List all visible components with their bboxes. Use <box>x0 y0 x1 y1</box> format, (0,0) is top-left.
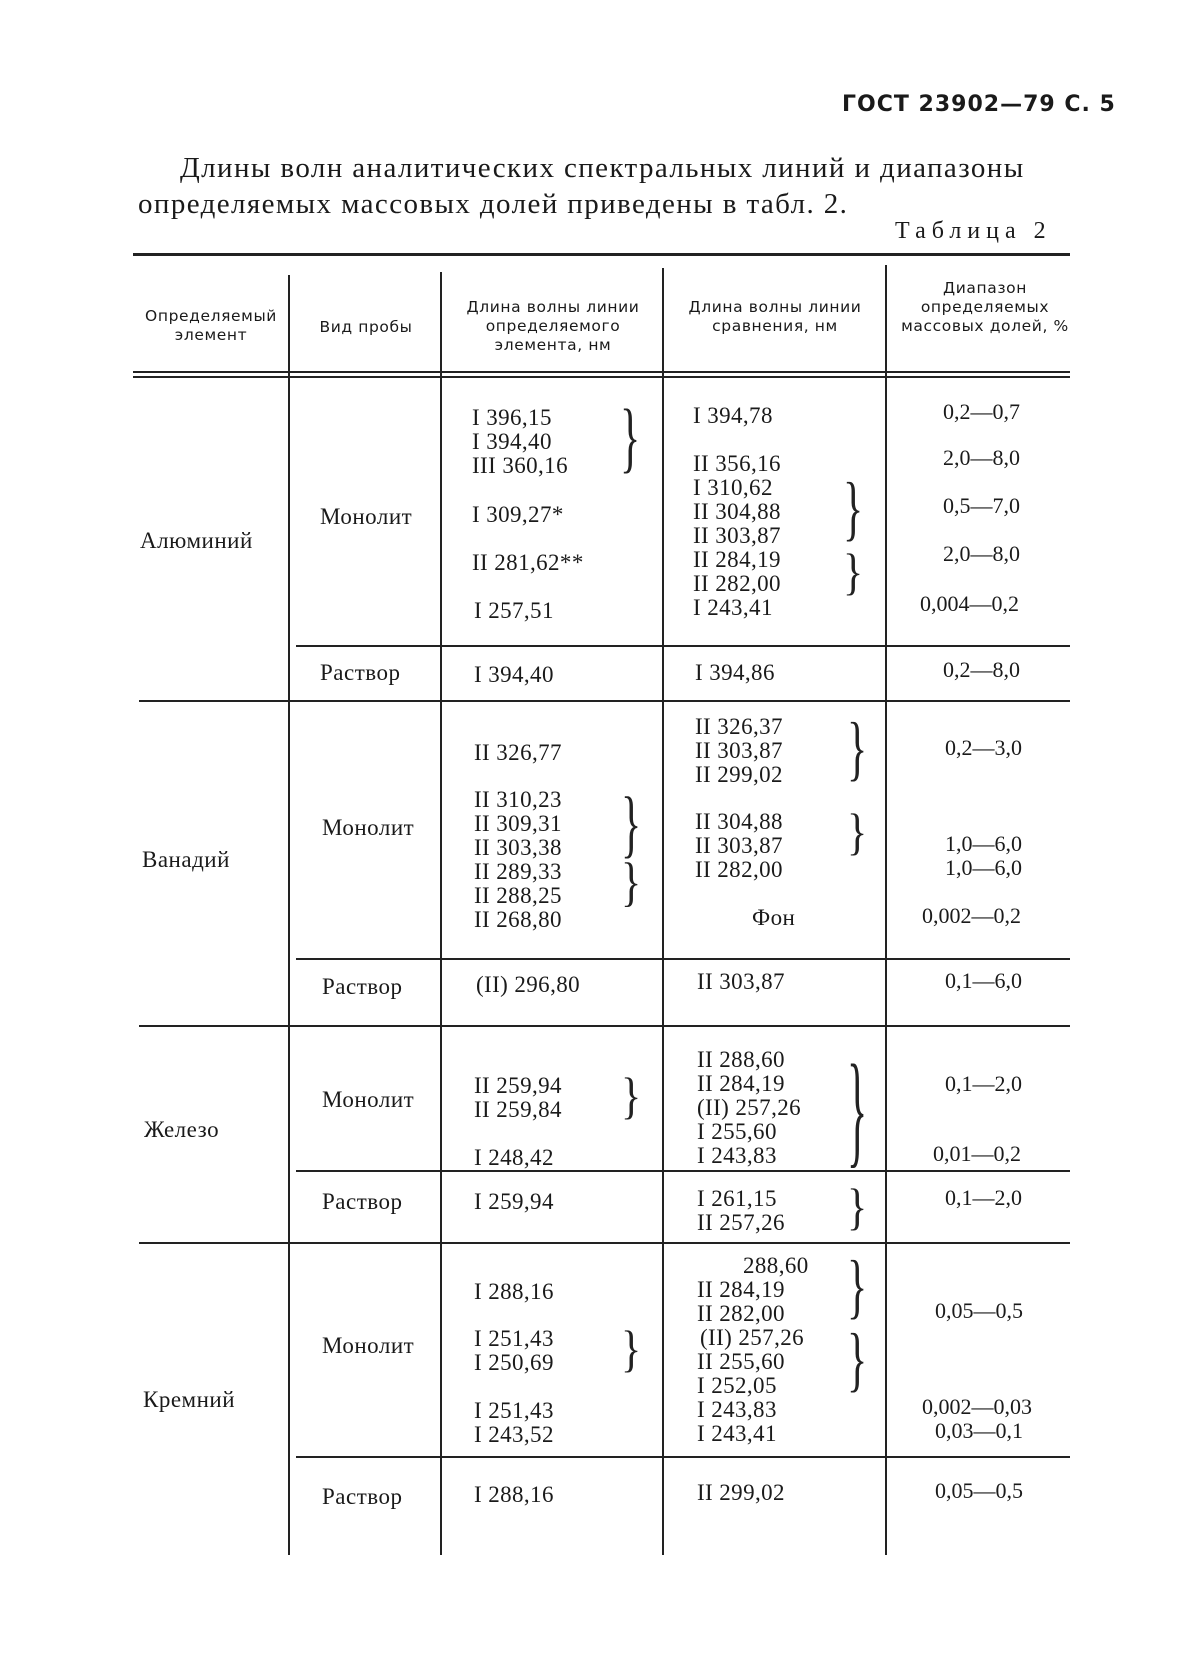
col-header-element: Определяемый элемент <box>145 307 277 344</box>
comparison-line: I 394,86 <box>695 660 775 685</box>
sample-type: Монолит <box>322 1333 415 1358</box>
column-divider-3 <box>662 268 664 1555</box>
analytical-line: I 251,43 <box>474 1398 554 1423</box>
analytical-line: I 250,69 <box>474 1350 554 1375</box>
comparison-line: II 326,37 <box>695 714 783 739</box>
col-header-sample-type: Вид пробы <box>319 318 413 336</box>
range-value: 0,2—8,0 <box>943 657 1020 682</box>
range-value: 2,0—8,0 <box>943 541 1020 566</box>
comparison-line: II 356,16 <box>693 451 781 476</box>
row-rule <box>296 645 1070 647</box>
analytical-line: I 309,27* <box>472 502 564 527</box>
element-name: Железо <box>144 1117 220 1142</box>
intro-text-line-1: Длины волн аналитических спектральных линий и диапазоны <box>180 152 1025 184</box>
comparison-line: II 288,60 <box>697 1047 785 1072</box>
range-value: 0,05—0,5 <box>935 1478 1023 1503</box>
range-value: 0,002—0,2 <box>922 903 1021 928</box>
page-header: ГОСТ 23902—79 С. 5 <box>842 92 1116 117</box>
comparison-line: I 252,05 <box>697 1373 777 1398</box>
analytical-line: II 281,62** <box>472 550 584 575</box>
comparison-line: I 255,60 <box>697 1119 777 1144</box>
analytical-line: II 309,31 <box>474 811 562 836</box>
comparison-line: I 243,41 <box>693 595 773 620</box>
comparison-line: (II) 257,26 <box>700 1325 805 1350</box>
bracket: } <box>847 708 868 788</box>
analytical-line: II 259,84 <box>474 1097 562 1122</box>
header-bottom-rule <box>133 371 1070 373</box>
col-header-comparison-wavelength: Длина волны линии сравнения, нм <box>688 298 862 335</box>
comparison-line: II 303,87 <box>697 969 785 994</box>
comparison-line: Фон <box>752 905 796 930</box>
range-value: 1,0—6,0 <box>945 855 1022 880</box>
range-value: 0,002—0,03 <box>922 1394 1032 1419</box>
range-value: 0,2—0,7 <box>943 399 1020 424</box>
group-rule <box>139 1242 1070 1244</box>
element-name: Кремний <box>143 1387 236 1412</box>
sample-type: Раствор <box>320 660 401 685</box>
range-value: 0,004—0,2 <box>920 591 1019 616</box>
sample-type: Раствор <box>322 1189 403 1214</box>
bracket: } <box>843 468 864 548</box>
comparison-line: I 310,62 <box>693 475 773 500</box>
column-divider-1 <box>288 275 290 1555</box>
row-rule <box>296 958 1070 960</box>
comparison-line: II 303,87 <box>695 738 783 763</box>
range-value: 0,5—7,0 <box>943 493 1020 518</box>
analytical-line: I 257,51 <box>474 598 554 623</box>
col-header-range: Диапазон определяемых массовых долей, % <box>901 279 1069 335</box>
analytical-line: II 289,33 <box>474 859 562 884</box>
intro-text-line-2: определяемых массовых долей приведены в табл. 2. <box>138 188 849 220</box>
comparison-line: II 299,02 <box>697 1480 785 1505</box>
comparison-line: 288,60 <box>743 1253 809 1278</box>
comparison-line: II 282,00 <box>693 571 781 596</box>
bracket: } <box>620 394 641 480</box>
header-bottom-rule-2 <box>133 376 1070 378</box>
comparison-line: II 282,00 <box>697 1301 785 1326</box>
analytical-line: I 394,40 <box>472 429 552 454</box>
comparison-line: II 303,87 <box>695 833 783 858</box>
bracket: } <box>843 543 864 600</box>
bracket: } <box>847 1319 868 1399</box>
element-name: Ванадий <box>142 847 230 872</box>
analytical-line: II 268,80 <box>474 907 562 932</box>
bracket: } <box>847 1246 868 1326</box>
bracket: } <box>621 1320 642 1377</box>
comparison-line: II 303,87 <box>693 523 781 548</box>
analytical-line: II 310,23 <box>474 787 562 812</box>
bracket: } <box>621 782 642 865</box>
row-rule <box>296 1170 1070 1172</box>
analytical-line: (II) 296,80 <box>476 972 581 997</box>
analytical-line: II 288,25 <box>474 883 562 908</box>
comparison-line: II 304,88 <box>695 809 783 834</box>
comparison-line: II 282,00 <box>695 857 783 882</box>
analytical-line: I 248,42 <box>474 1145 554 1170</box>
comparison-line: II 284,19 <box>697 1277 785 1302</box>
column-divider-4 <box>885 265 887 1555</box>
comparison-line: II 255,60 <box>697 1349 785 1374</box>
group-rule <box>139 700 1070 702</box>
range-value: 0,01—0,2 <box>933 1141 1021 1166</box>
range-value: 2,0—8,0 <box>943 445 1020 470</box>
column-divider-2 <box>440 272 442 1555</box>
bracket: } <box>621 1067 642 1124</box>
sample-type: Раствор <box>322 974 403 999</box>
comparison-line: I 243,41 <box>697 1421 777 1446</box>
row-rule <box>296 1456 1070 1458</box>
comparison-line: II 257,26 <box>697 1210 785 1235</box>
analytical-line: I 259,94 <box>474 1189 554 1214</box>
comparison-line: I 261,15 <box>697 1186 777 1211</box>
analytical-line: II 326,77 <box>474 740 562 765</box>
comparison-line: I 243,83 <box>697 1143 777 1168</box>
analytical-line: II 303,38 <box>474 835 562 860</box>
comparison-line: II 304,88 <box>693 499 781 524</box>
range-value: 0,1—6,0 <box>945 968 1022 993</box>
table-top-rule <box>133 253 1070 256</box>
sample-type: Монолит <box>322 815 415 840</box>
comparison-line: I 394,78 <box>693 403 773 428</box>
analytical-line: I 396,15 <box>472 405 552 430</box>
analytical-line: I 288,16 <box>474 1482 554 1507</box>
range-value: 0,03—0,1 <box>935 1418 1023 1443</box>
analytical-line: I 394,40 <box>474 662 554 687</box>
col-header-analytical-wavelength: Длина волны линии определяемого элемента, нм <box>466 298 640 354</box>
analytical-line: III 360,16 <box>472 453 568 478</box>
range-value: 1,0—6,0 <box>945 831 1022 856</box>
bracket: } <box>621 852 642 912</box>
analytical-line: I 288,16 <box>474 1279 554 1304</box>
sample-type: Раствор <box>322 1484 403 1509</box>
comparison-line: II 299,02 <box>695 762 783 787</box>
comparison-line: I 243,83 <box>697 1397 777 1422</box>
range-value: 0,05—0,5 <box>935 1298 1023 1323</box>
analytical-line: I 251,43 <box>474 1326 554 1351</box>
bracket: } <box>847 1039 868 1179</box>
table-caption: Таблица 2 <box>895 218 1052 244</box>
comparison-line: (II) 257,26 <box>697 1095 802 1120</box>
analytical-line: I 243,52 <box>474 1422 554 1447</box>
element-name: Алюминий <box>140 528 253 553</box>
group-rule <box>139 1025 1070 1027</box>
sample-type: Монолит <box>322 1087 415 1112</box>
comparison-line: II 284,19 <box>693 547 781 572</box>
sample-type: Монолит <box>320 504 413 529</box>
range-value: 0,2—3,0 <box>945 735 1022 760</box>
bracket: } <box>847 1178 868 1235</box>
comparison-line: II 284,19 <box>697 1071 785 1096</box>
bracket: } <box>847 803 868 860</box>
analytical-line: II 259,94 <box>474 1073 562 1098</box>
range-value: 0,1—2,0 <box>945 1185 1022 1210</box>
range-value: 0,1—2,0 <box>945 1071 1022 1096</box>
